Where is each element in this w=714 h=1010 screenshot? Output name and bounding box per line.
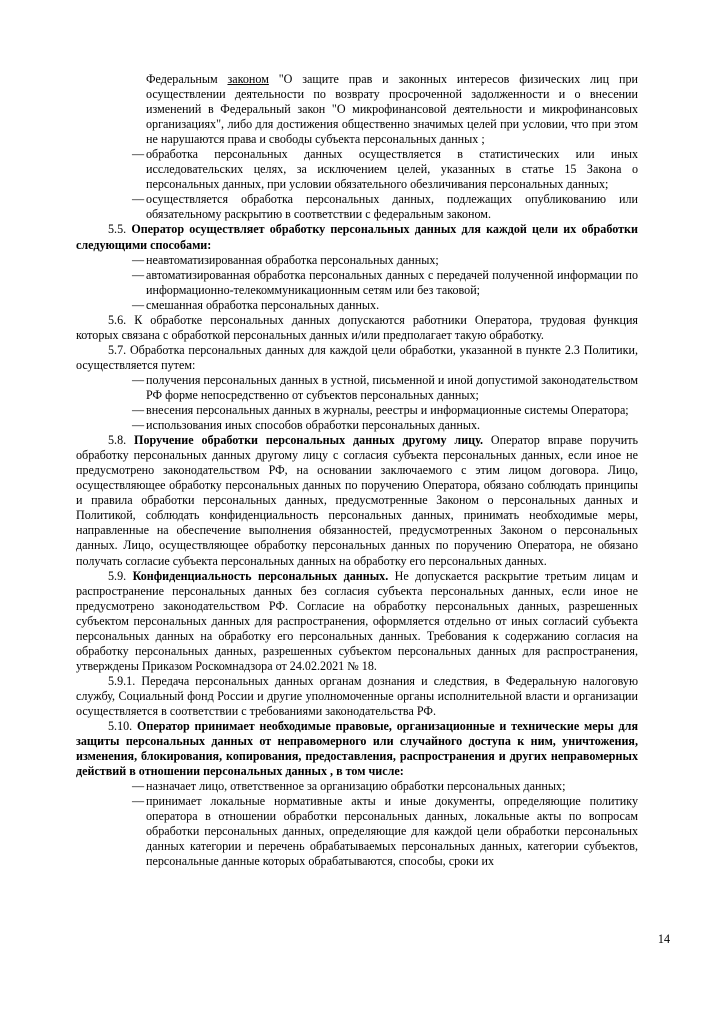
clause-5-9-text: Не допускается раскрытие третьим лицам и распространение персональных данных без согласия субъекта персональных данных, если иное не предусмотрено законодательством РФ. Согласие на обработку персональных данных, разрешенных субъектом персональных данных для распространения, оформляется отдельно от иных согласий субъекта персональных данных на обработку его персональных данных. Требования к содержанию согласия на обработку персональных данных, разрешенных субъектом персональных данных для распространения, утверждены Приказом Роскомнадзора от 24.02.2021 № 18. [76, 568, 638, 673]
clause-5-8-number: 5.8. [108, 433, 127, 448]
clause-5-8-heading: Поручение обработки персональных данных другому лицу. [134, 433, 484, 448]
clause-5-7-paragraph [76, 343, 638, 373]
clause-5-5-paragraph [76, 222, 638, 252]
intro-rest: "О защите прав и законных интересов физических лиц при осуществлении деятельности по возврату просроченной задолженности и о внесении изменений в Федеральный закон "О микрофинансовой деятельности и микрофинансовых организациях", либо для достижения общественно значимых целей при условии, что при этом не нарушаются права и свободы субъекта персональных данных ; [146, 72, 638, 147]
em-dash-icon: — [132, 192, 145, 207]
clause-5-6-number: 5.6. [108, 312, 127, 327]
law-link[interactable]: законом [227, 72, 269, 86]
list-item-text: использования иных способов обработки персональных данных. [146, 418, 481, 433]
list-item [76, 192, 638, 222]
clause-5-8-text: Оператор вправе поручить обработку персональных данных другому лицу с согласия субъекта персональных данных, если иное не предусмотрено законодательством РФ, на основании заключаемого с этим лицом договора. Лицо, осуществляющее обработку персональных данных по поручению Оператора, обязано соблюдать принципы и правила обработки персональных данных, предусмотренные Законом о персональных данных и Политикой, соблюдать конфиденциальность персональных данных, принимать необходимые меры, направленные на обеспечение выполнения обязанностей, предусмотренных Законом о персональных данных. Лицо, осуществляющее обработку персональных данных по поручению Оператора, не обязано получать согласие субъекта персональных данных на обработку его персональных данных. [76, 433, 638, 568]
clause-5-10-number: 5.10. [108, 719, 133, 734]
clause-5-5-number: 5.5. [108, 222, 127, 237]
list-item-text: внесения персональных данных в журналы, реестры и информационные системы Оператора; [146, 403, 629, 418]
clause-5-8-paragraph [76, 433, 638, 568]
em-dash-icon: — [132, 147, 145, 162]
list-item [76, 253, 638, 268]
clause-5-9-paragraph [76, 569, 638, 674]
em-dash-icon: — [132, 252, 145, 267]
clause-5-10-text: Оператор принимает необходимые правовые, организационные и технические меры для защиты персональных данных от неправомерного или случайного доступа к ним, уничтожения, изменения, блокирования, копирования, предоставления, распространения и других неправомерных действий в отношении персональных данных , в том числе: [76, 719, 638, 779]
clause-5-7-bullet-list [76, 373, 638, 433]
list-item [76, 779, 638, 794]
clause-5-9-number: 5.9. [108, 568, 127, 583]
intro-paragraph-block [146, 72, 638, 147]
list-item [76, 268, 638, 298]
list-item-text: автоматизированная обработка персональных данных с передачей полученной информации по информационно-телекоммуникационным сетям или без таковой; [146, 267, 638, 297]
page-number: 14 [657, 932, 670, 946]
clause-5-9-1-number: 5.9.1. [108, 673, 136, 688]
list-item [76, 298, 638, 313]
em-dash-icon: — [132, 372, 145, 387]
clause-5-7-text: Обработка персональных данных для каждой цели обработки, указанной в пункте 2.3 Политики, осуществляется путем: [76, 342, 638, 372]
em-dash-icon: — [132, 794, 145, 809]
list-item-text: обработка персональных данных осуществляется в статистических или иных исследовательских целях, за исключением целей, указанных в статье 15 Закона о персональных данных, при условии обязательного обезличивания персональных данных; [146, 147, 638, 192]
intro-paragraph [146, 72, 638, 147]
clause-5-10-paragraph [76, 719, 638, 779]
list-item-text: неавтоматизированная обработка персональных данных; [146, 252, 439, 267]
clause-5-7-number: 5.7. [108, 342, 127, 357]
list-item [76, 373, 638, 403]
clause-5-5-text: Оператор осуществляет обработку персональных данных для каждой цели их обработки следующими способами: [76, 222, 638, 252]
clause-5-6-paragraph [76, 313, 638, 343]
list-item-text: принимает локальные нормативные акты и иные документы, определяющие политику оператора в отношении обработки персональных данных, локальные акты по вопросам обработки персональных данных, определяющие для каждой цели обработки персональных данных категории и перечень обрабатываемых персональных данных, категории субъектов, персональные данные которых обрабатываются, способы, сроки их [146, 794, 638, 869]
clause-5-9-1-paragraph [76, 674, 638, 719]
list-item-text: осуществляется обработка персональных данных, подлежащих опубликованию или обязательному раскрытию в соответствии с федеральным законом. [146, 192, 638, 222]
intro-bullet-list [76, 147, 638, 222]
em-dash-icon: — [132, 297, 145, 312]
em-dash-icon: — [132, 403, 145, 418]
clause-5-6-text: К обработке персональных данных допускаются работники Оператора, трудовая функция которых связана с обработкой персональных данных и/или предполагает такую обработку. [76, 312, 638, 342]
page-body [76, 72, 638, 869]
list-item [76, 147, 638, 192]
intro-lead: Федеральным [146, 72, 228, 86]
clause-5-10-bullet-list [76, 779, 638, 869]
clause-5-9-heading: Конфиденциальность персональных данных. [132, 568, 389, 583]
list-item [76, 418, 638, 433]
clause-5-9-1-text: Передача персональных данных органам дознания и следствия, в Федеральную налоговую службу, Социальный фонд России и другие уполномоченные органы исполнительной власти и организации осуществляется в соответствии с требованиями законодательства РФ. [76, 673, 638, 718]
list-item-text: получения персональных данных в устной, письменной и иной допустимой законодательством РФ форме непосредственно от субъектов персональных данных; [146, 372, 638, 402]
em-dash-icon: — [132, 779, 145, 794]
list-item [76, 794, 638, 869]
em-dash-icon: — [132, 418, 145, 433]
list-item-text: назначает лицо, ответственное за организацию обработки персональных данных; [146, 779, 566, 794]
clause-5-5-bullet-list [76, 253, 638, 313]
em-dash-icon: — [132, 267, 145, 282]
list-item [76, 403, 638, 418]
list-item-text: смешанная обработка персональных данных. [146, 297, 380, 312]
